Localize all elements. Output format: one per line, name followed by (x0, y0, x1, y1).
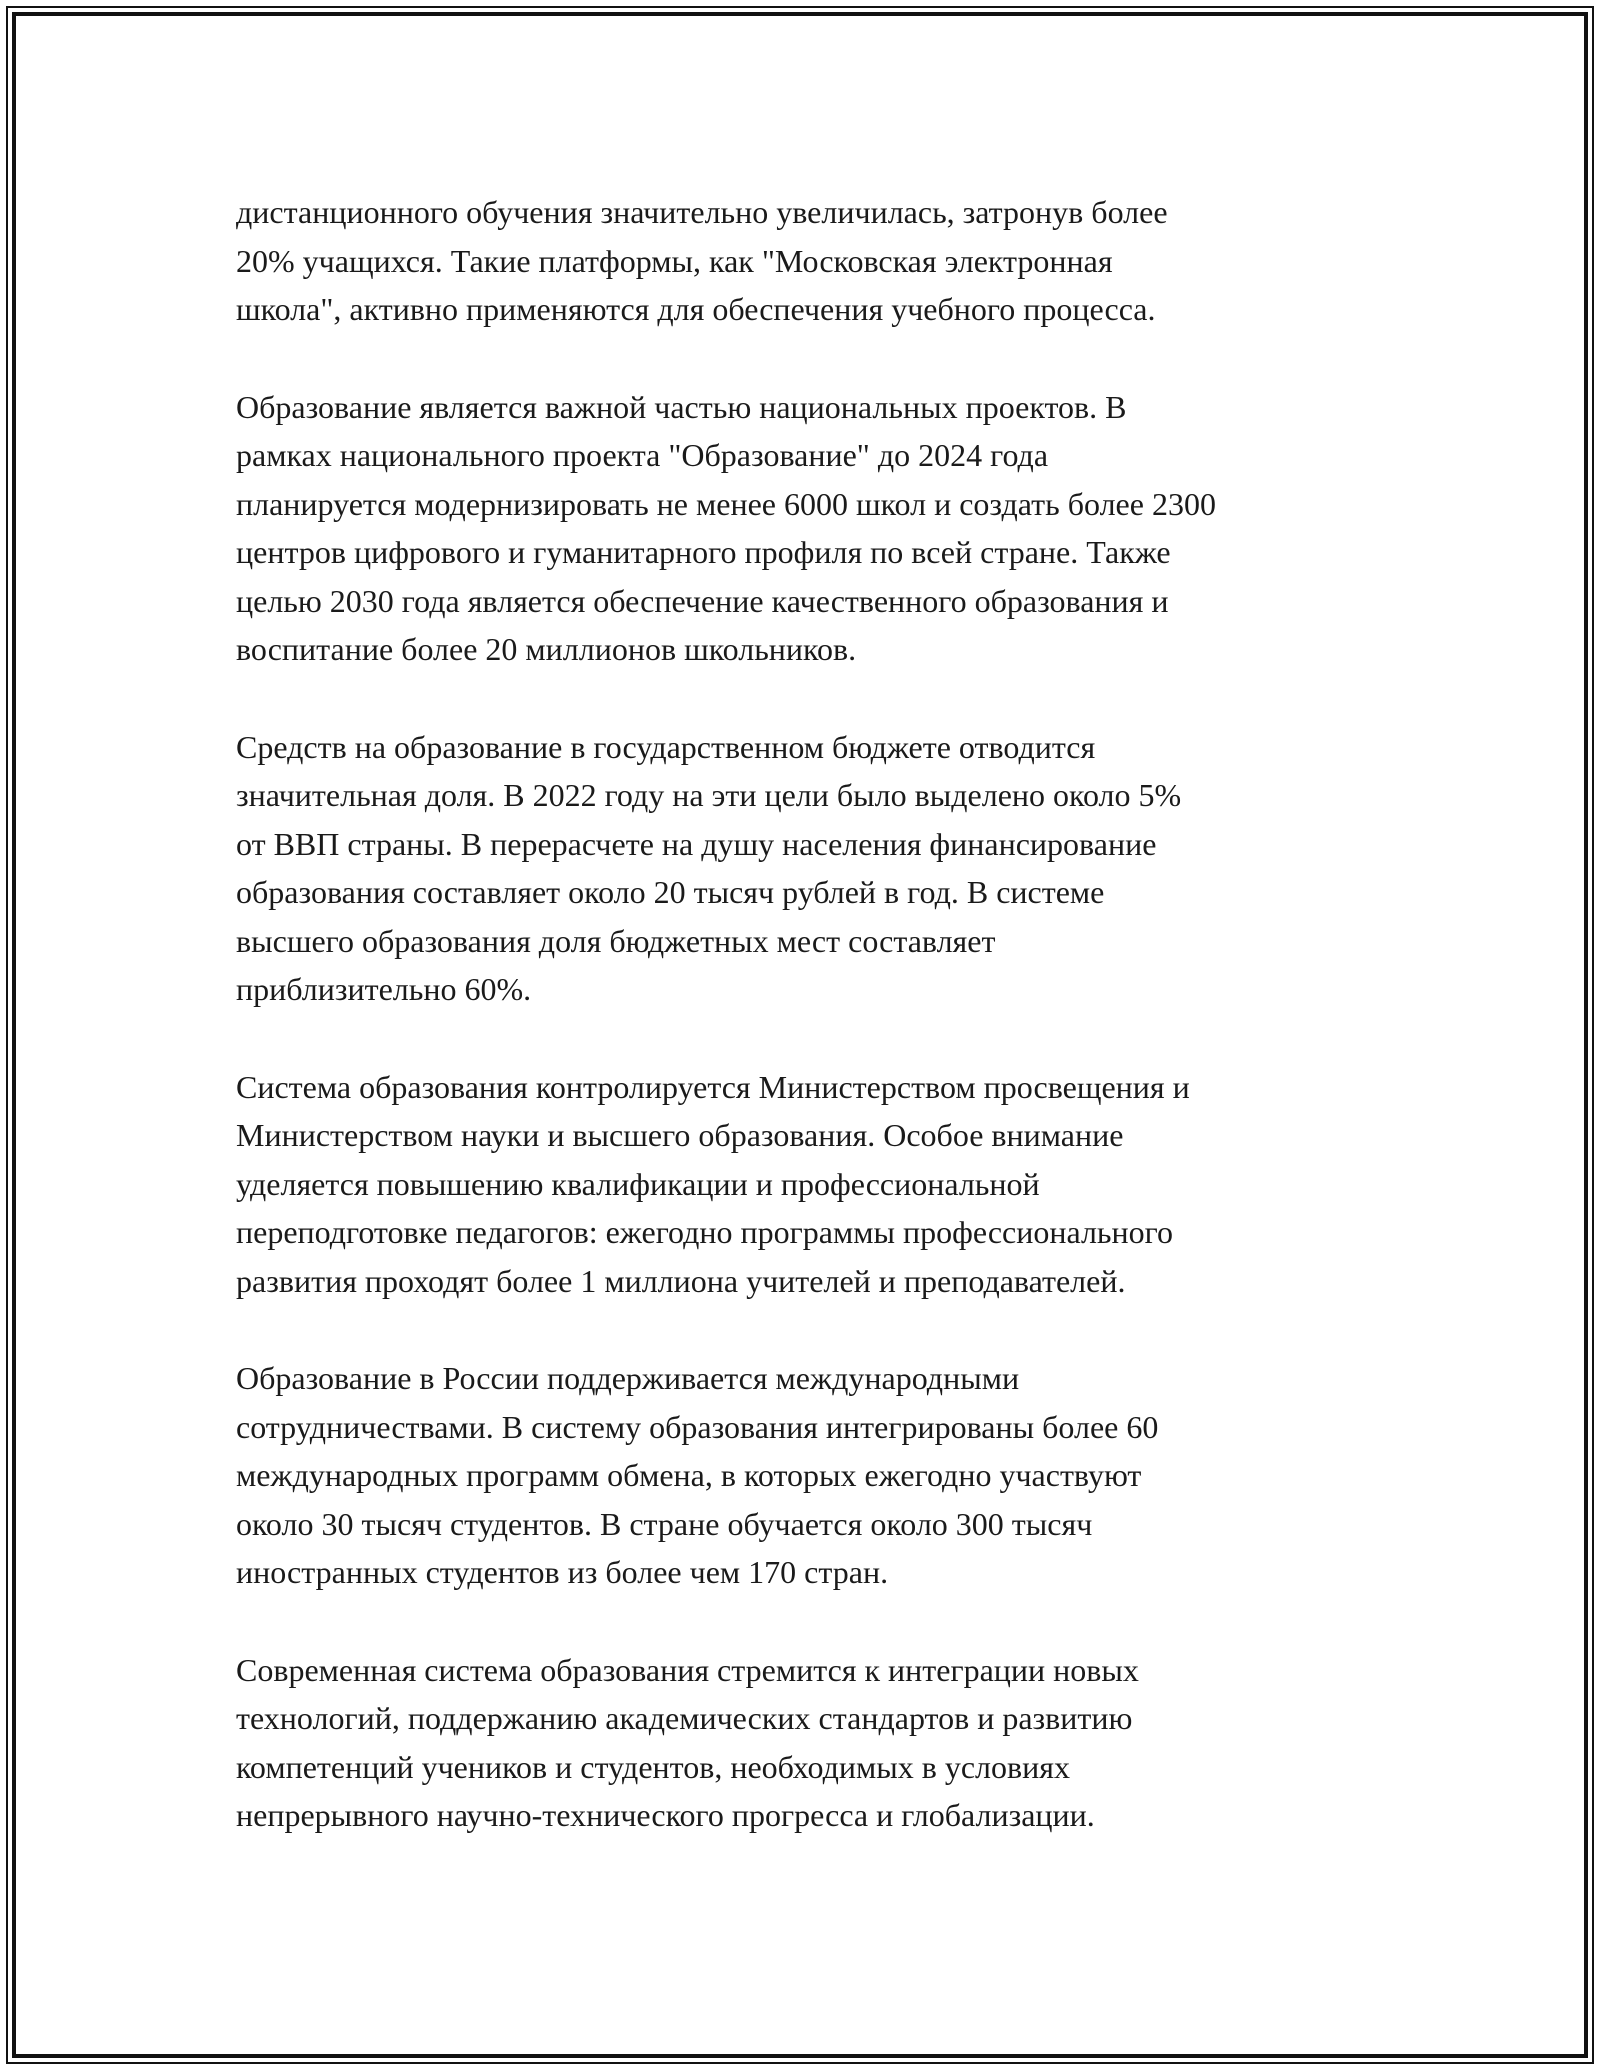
text-line: Образование является важной частью национальных проектов. В (236, 388, 1127, 425)
text-line: компетенций учеников и студентов, необходимых в условиях (236, 1748, 1070, 1785)
text-line: 20% учащихся. Такие платформы, как "Московская электронная (236, 242, 1113, 279)
text-line: Министерством науки и высшего образования. Особое внимание (236, 1117, 1124, 1153)
text-line: высшего образования доля бюджетных мест составляет (236, 922, 996, 959)
text-line: Система образования контролируется Министерством просвещения и (236, 1068, 1190, 1105)
text-line: приблизительно 60%. (236, 971, 532, 1007)
text-line: от ВВП страны. В перерасчете на душу населения финансирование (236, 825, 1157, 862)
text-line: международных программ обмена, в которых ежегодно участвуют (236, 1457, 1142, 1493)
text-line: Образование в России поддерживается международными (236, 1360, 1020, 1396)
paragraph-modern-system (236, 1646, 1386, 1840)
text-line: значительная доля. В 2022 году на эти цели было выделено около 5% (236, 777, 1182, 813)
text-line: сотрудничествами. В систему образования интегрированы более 60 (236, 1408, 1159, 1445)
text-line: воспитание более 20 миллионов школьников. (236, 631, 857, 667)
text-line: технологий, поддержанию академических стандартов и развитию (236, 1700, 1133, 1736)
document-body (236, 188, 1386, 1889)
text-line: около 30 тысяч студентов. В стране обучается около 300 тысяч (236, 1505, 1093, 1542)
text-line: школа", активно применяются для обеспечения учебного процесса. (236, 291, 1156, 327)
paragraph-national-projects (236, 383, 1386, 674)
text-line: рамках национального проекта "Образование" до 2024 года (236, 437, 1049, 473)
text-line: непрерывного научно-технического прогресса и глобализации. (236, 1797, 1095, 1833)
paragraph-international (236, 1354, 1386, 1597)
paragraph-ministries (236, 1063, 1386, 1306)
text-line: иностранных студентов из более чем 170 стран. (236, 1554, 889, 1590)
text-line: уделяется повышению квалификации и профессиональной (236, 1165, 1040, 1202)
paragraph-distance-learning (236, 188, 1386, 334)
text-line: Средств на образование в государственном бюджете отводится (236, 728, 1096, 765)
text-line: дистанционного обучения значительно увеличилась, затронув более (236, 194, 1168, 230)
paragraph-budget (236, 723, 1386, 1014)
text-line: планируется модернизировать не менее 6000 школ и создать более 2300 (236, 485, 1216, 522)
text-line: Современная система образования стремится к интеграции новых (236, 1651, 1139, 1688)
text-line: центров цифрового и гуманитарного профиля по всей стране. Также (236, 534, 1171, 570)
text-line: образования составляет около 20 тысяч рублей в год. В системе (236, 874, 1105, 910)
text-line: целью 2030 года является обеспечение качественного образования и (236, 582, 1169, 619)
text-line: развития проходят более 1 миллиона учителей и преподавателей. (236, 1262, 1126, 1299)
text-line: переподготовке педагогов: ежегодно программы профессионального (236, 1214, 1173, 1250)
